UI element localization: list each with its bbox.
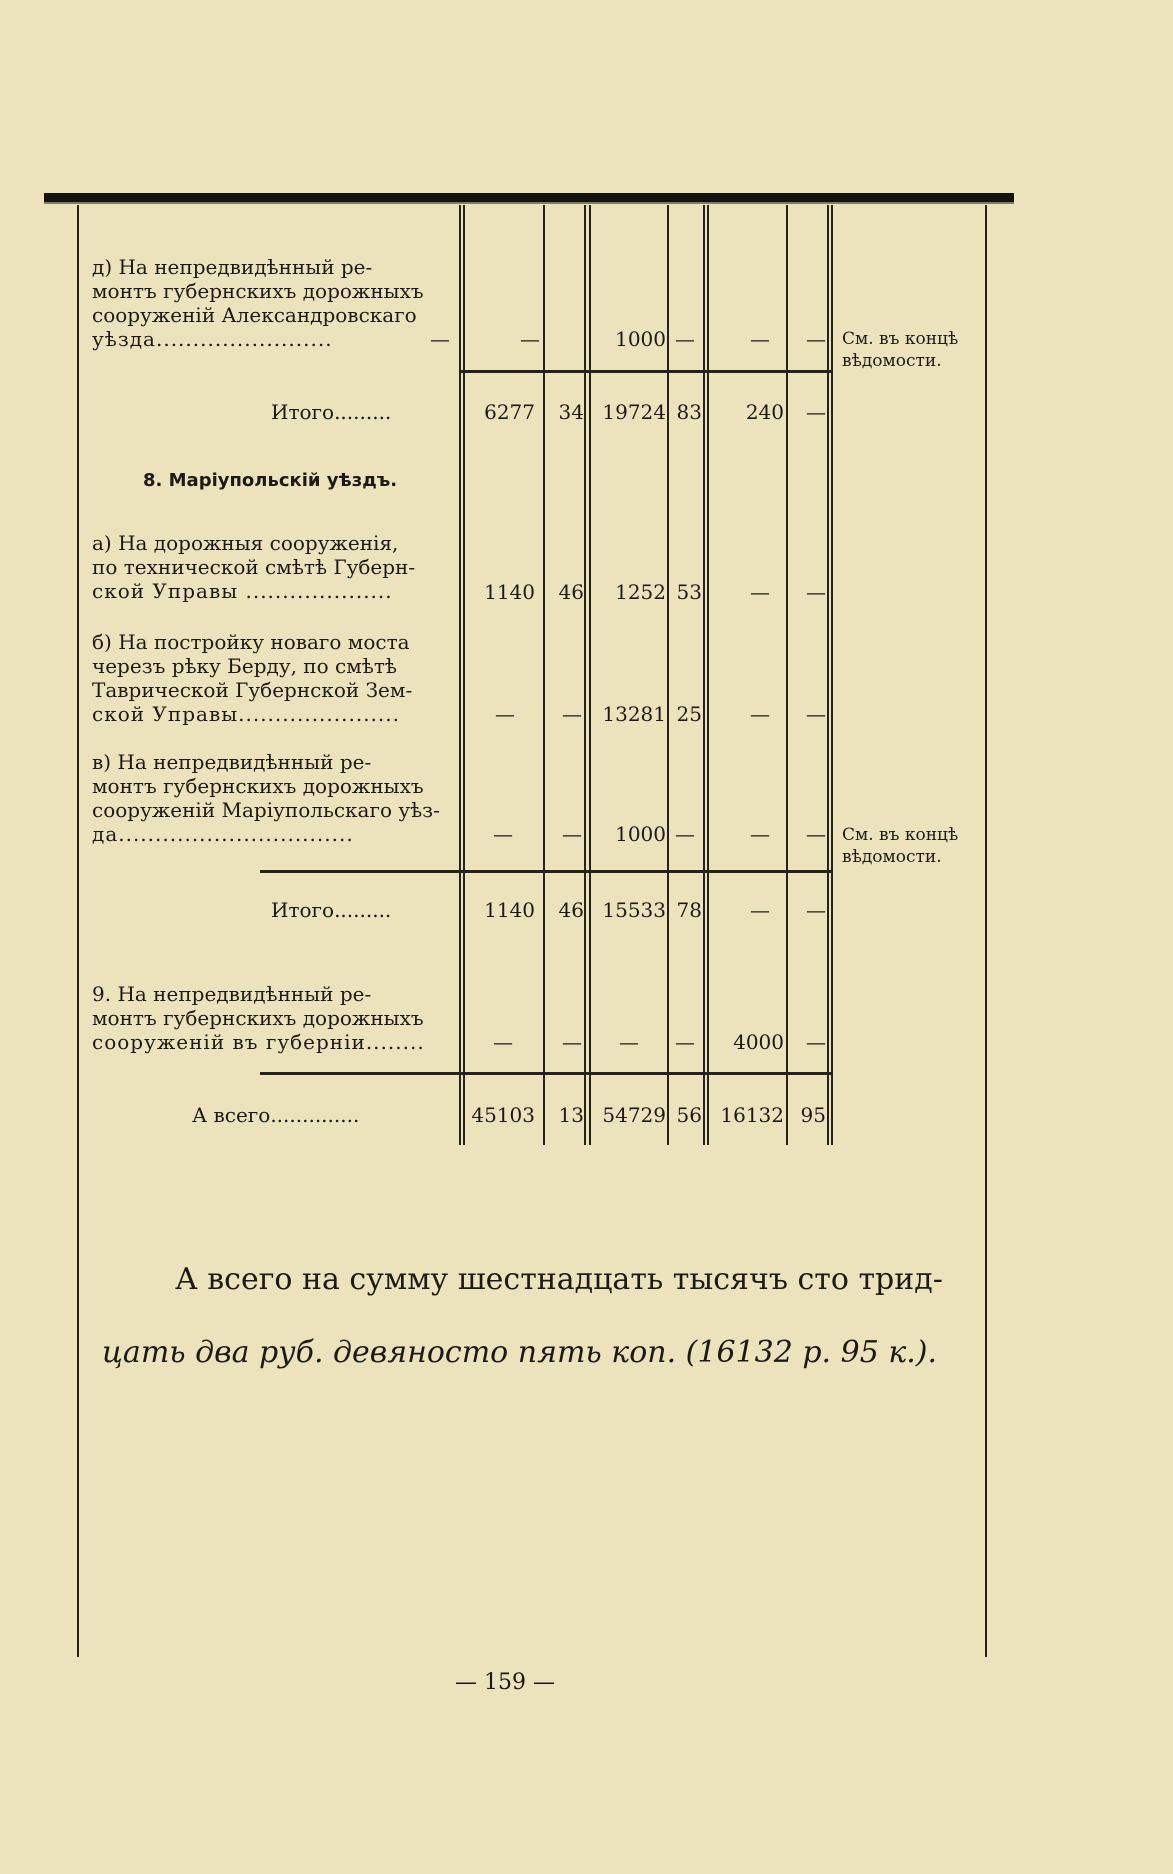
cell: 78 (676, 898, 702, 922)
column-rule (703, 205, 705, 1145)
cell: — (493, 822, 513, 846)
cell: 95 (800, 1103, 826, 1127)
column-rule (463, 205, 465, 1145)
cell: 13281 (602, 702, 666, 726)
cell: — (562, 1030, 582, 1054)
cell: 13 (558, 1103, 584, 1127)
cell: 34 (558, 400, 584, 424)
cell: — (750, 898, 770, 922)
cell: 6277 (484, 400, 535, 424)
cell: — (806, 327, 826, 351)
column-rule (827, 205, 829, 1145)
cell: — (493, 1030, 513, 1054)
total-rule (460, 370, 832, 373)
row-v-note: См. въ концѣ вѣдомости. (842, 825, 959, 867)
total-label: Итого......... (271, 898, 392, 922)
column-rule (543, 205, 545, 1145)
cell: — (675, 822, 695, 846)
cell: — (520, 327, 540, 351)
cell: — (806, 898, 826, 922)
cell: 83 (676, 400, 702, 424)
row-9-description: 9. На непредвидѣнный ре- монтъ губернскихъ дорожныхъ сооруженій въ губерніи........ (92, 982, 425, 1054)
cell: 45103 (471, 1103, 535, 1127)
cell: — (806, 400, 826, 424)
row-d-note: См. въ концѣ вѣдомости. (842, 329, 959, 371)
cell: 15533 (602, 898, 666, 922)
cell: — (619, 1030, 639, 1054)
total-rule (260, 1072, 832, 1075)
cell: — (806, 822, 826, 846)
row-d-description: д) На непредвидѣнный ре- монтъ губернскихъ дорожныхъ сооруженій Александровскаго уѣзда........................ (92, 255, 424, 351)
sum-in-words-line-2: цать два руб. девяносто пять коп. (16132 р. 95 к.). (102, 1335, 938, 1370)
right-border (985, 205, 987, 1657)
cell: — (495, 702, 515, 726)
cell: — (430, 327, 450, 351)
total-label: Итого......... (271, 400, 392, 424)
cell: 1252 (615, 580, 666, 604)
cell: — (750, 327, 770, 351)
cell: — (750, 702, 770, 726)
cell: — (675, 1030, 695, 1054)
cell: — (562, 822, 582, 846)
row-a-description: а) На дорожныя сооруженія, по технической смѣтѣ Губерн- ской Управы .................... (92, 531, 416, 603)
total-rule (260, 870, 832, 873)
cell: 4000 (733, 1030, 784, 1054)
page-number: — 159 — (455, 1670, 555, 1695)
cell: 1000 (615, 327, 666, 351)
cell: — (562, 702, 582, 726)
cell: 53 (676, 580, 702, 604)
cell: 19724 (602, 400, 666, 424)
cell: 46 (558, 580, 584, 604)
cell: — (806, 702, 826, 726)
column-rule (589, 205, 591, 1145)
cell: 16132 (720, 1103, 784, 1127)
cell: — (750, 822, 770, 846)
cell: 240 (745, 400, 784, 424)
grand-total-label: А всего.............. (192, 1103, 360, 1127)
row-v-description: в) На непредвидѣнный ре- монтъ губернскихъ дорожныхъ сооруженій Маріупольскаго уѣз- да................................ (92, 750, 440, 846)
column-rule (667, 205, 669, 1145)
cell: — (675, 327, 695, 351)
cell: 1000 (615, 822, 666, 846)
cell: 46 (558, 898, 584, 922)
column-rule (459, 205, 461, 1145)
cell: 54729 (602, 1103, 666, 1127)
cell: — (806, 1030, 826, 1054)
column-rule (831, 205, 833, 1145)
column-rule (584, 205, 586, 1145)
cell: — (806, 580, 826, 604)
sum-in-words-line-1: А всего на сумму шестнадцать тысячъ сто трид- (175, 1262, 943, 1297)
cell: — (750, 580, 770, 604)
top-double-rule (44, 193, 1014, 202)
column-rule (786, 205, 788, 1145)
row-b-description: б) На постройку новаго моста черезъ рѣку Берду, по смѣтѣ Таврической Губернской Зем- ской Управы...................... (92, 630, 413, 726)
cell: 1140 (484, 580, 535, 604)
left-border (77, 205, 79, 1657)
cell: 56 (676, 1103, 702, 1127)
cell: 1140 (484, 898, 535, 922)
section-heading: 8. Маріупольскій уѣздъ. (143, 470, 398, 491)
column-rule (707, 205, 709, 1145)
cell: 25 (676, 702, 702, 726)
